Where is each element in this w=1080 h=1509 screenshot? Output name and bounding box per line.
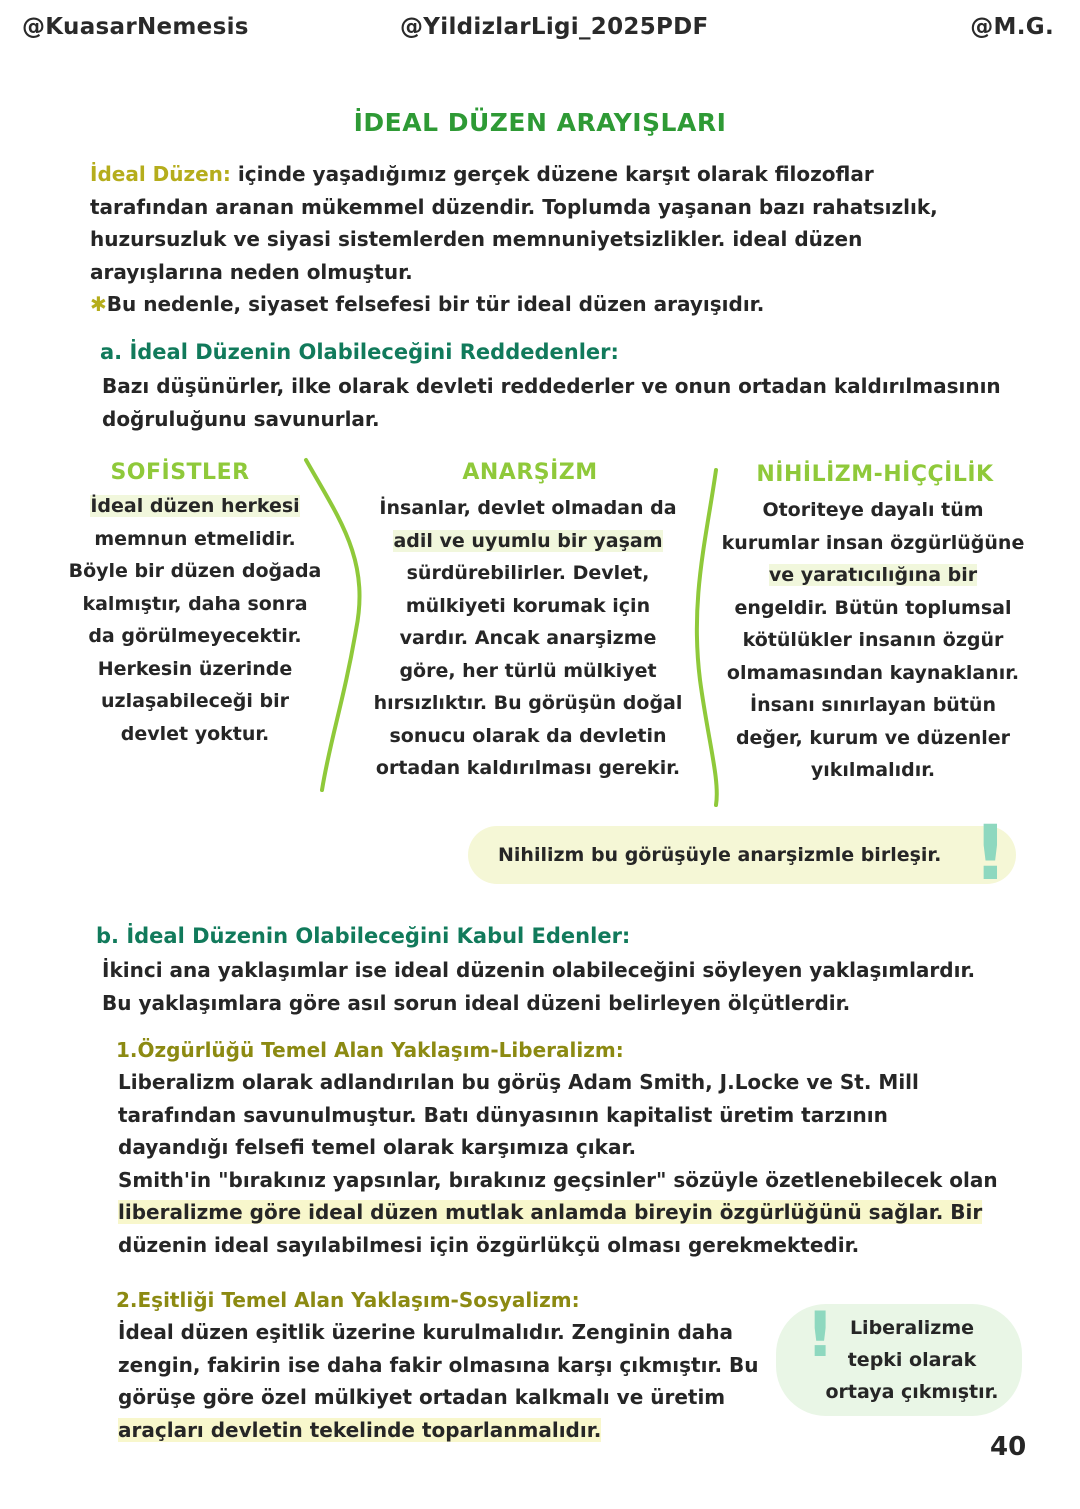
col2-line: adil ve uyumlu bir yaşam <box>393 529 663 552</box>
section-b-line-1: İkinci ana yaklaşımlar ise ideal düzenin olabileceğini söyleyen yaklaşımlardır. <box>102 958 976 982</box>
socialism-text <box>118 1316 778 1446</box>
section-b-heading: b. İdeal Düzenin Olabileceğini Kabul Edenler: <box>96 924 631 948</box>
liberalism-text <box>118 1066 1048 1261</box>
column-sofistler-heading: SOFİSTLER <box>110 460 250 485</box>
divider-left <box>306 460 360 790</box>
col1-line: uzlaşabileceği bir <box>101 690 289 712</box>
section-b-line-2: Bu yaklaşımlara göre asıl sorun ideal düzeni belirleyen ölçütlerdir. <box>102 990 851 1015</box>
col1-line: Herkesin üzerinde <box>97 657 293 680</box>
col3-line: ve yaratıcılığına bir <box>768 564 978 586</box>
col3-line: Otoriteye dayalı tüm <box>762 499 984 521</box>
header-left: @KuasarNemesis <box>22 14 249 40</box>
col2-line: vardır. Ancak anarşizme <box>399 627 657 649</box>
socialism-line-3: görüşe göre özel mülkiyet ortadan kalkmalı ve üretim <box>118 1385 726 1409</box>
col2-line: mülkiyeti korumak için <box>405 594 651 617</box>
intro-line-1: içinde yaşadığımız gerçek düzene karşıt olarak filozoflar <box>237 162 874 186</box>
section-a-heading: a. İdeal Düzenin Olabileceğini Reddedenler: <box>100 340 619 364</box>
socialism-line-1: İdeal düzen eşitlik üzerine kurulmalıdır. Zenginin daha <box>118 1320 733 1344</box>
exclamation-icon: ! <box>973 808 1008 897</box>
column-anarsizm-heading: ANARŞİZM <box>462 460 598 485</box>
col3-line: engeldir. Bütün toplumsal <box>734 596 1012 619</box>
col3-line: İnsanı sınırlayan bütün <box>750 694 996 716</box>
col2-line: ortadan kaldırılması gerekir. <box>375 757 681 779</box>
note-liberalism-text <box>812 1312 1012 1408</box>
col2-line: sürdürebilirler. Devlet, <box>406 562 650 584</box>
socialism-heading: 2.Eşitliği Temel Alan Yaklaşım-Sosyalizm: <box>116 1288 580 1312</box>
liberalism-heading: 1.Özgürlüğü Temel Alan Yaklaşım-Liberalizm: <box>116 1038 624 1062</box>
liberalism-line-6: düzenin ideal sayılabilmesi için özgürlükçü olması gerekmektedir. <box>118 1232 860 1257</box>
col2-line: hırsızlıktır. Bu görüşün doğal <box>373 692 683 714</box>
intro-bullet: Bu nedenle, siyaset felsefesi bir tür ideal düzen arayışıdır. <box>106 292 765 316</box>
note2-line-3: ortaya çıkmıştır. <box>825 1381 999 1403</box>
header-center: @YildizlarLigi_2025PDF <box>400 14 709 40</box>
divider-right <box>697 470 717 805</box>
col3-line: olmamasından kaynaklanır. <box>726 661 1020 684</box>
col3-line: değer, kurum ve düzenler <box>735 726 1011 749</box>
intro-line-4: arayışlarına neden olmuştur. <box>90 259 413 284</box>
liberalism-line-2: tarafından savunulmuştur. Batı dünyasının kapitalist üretim tarzının <box>118 1102 888 1127</box>
note2-line-2: tepki olarak <box>847 1349 977 1371</box>
col1-line: kalmıştır, daha sonra <box>82 592 308 615</box>
col1-line: da görülmeyecektir. <box>88 625 302 647</box>
col2-line: göre, her türlü mülkiyet <box>399 659 657 682</box>
intro-line-3: huzursuzluk ve siyasi sistemlerden memnuniyetsizlikler. ideal düzen <box>90 227 863 251</box>
note-nihilizm-text: Nihilizm bu görüşüyle anarşizmle birleşir. <box>498 844 942 866</box>
socialism-line-4: araçları devletin tekelinde toparlanmalıdır. <box>118 1417 602 1442</box>
col3-line: kurumlar insan özgürlüğüne <box>721 531 1025 554</box>
intro-line-2: tarafından aranan mükemmel düzendir. Toplumda yaşanan bazı rahatsızlık, <box>90 194 938 219</box>
liberalism-line-1: Liberalizm olarak adlandırılan bu görüş Adam Smith, J.Locke ve St. Mill <box>118 1070 919 1094</box>
exclamation-icon: ! <box>806 1298 835 1371</box>
page-title: İDEAL DÜZEN ARAYIŞLARI <box>353 108 727 137</box>
col1-line: devlet yoktur. <box>120 722 270 745</box>
liberalism-line-5: liberalizme göre ideal düzen mutlak anlamda bireyin özgürlüğünü sağlar. Bir <box>118 1200 983 1224</box>
column-nihilizm-heading: NİHİLİZM-HİÇÇİLİK <box>756 462 994 487</box>
section-b-text <box>102 954 1062 1019</box>
header-right: @M.G. <box>970 14 1054 40</box>
section-a-line-1: Bazı düşünürler, ilke olarak devleti reddederler ve onun ortadan kaldırılmasının <box>102 374 1001 398</box>
col3-line: kötülükler insanın özgür <box>742 629 1004 651</box>
intro-term: İdeal Düzen: <box>90 162 231 186</box>
liberalism-line-3: dayandığı felsefi temel olarak karşımıza çıkar. <box>118 1135 637 1159</box>
col3-line: yıkılmalıdır. <box>810 759 936 781</box>
liberalism-line-4: Smith'in "bırakınız yapsınlar, bırakınız geçsinler" sözüyle özetlenebilecek olan <box>118 1167 998 1192</box>
col1-line: Böyle bir düzen doğada <box>68 560 322 582</box>
col2-line: İnsanlar, devlet olmadan da <box>379 497 677 519</box>
socialism-line-2: zengin, fakirin ise daha fakir olmasına karşı çıkmıştır. Bu <box>118 1352 759 1377</box>
col2-line: sonucu olarak da devletin <box>389 724 667 747</box>
col1-line: İdeal düzen herkesi <box>90 495 300 517</box>
page-number: 40 <box>990 1432 1027 1462</box>
section-a-line-2: doğruluğunu savunurlar. <box>102 406 380 431</box>
col1-line: memnun etmelidir. <box>94 527 296 550</box>
bullet-star-icon: ✱ <box>90 292 107 316</box>
note2-line-1: Liberalizme <box>849 1317 975 1339</box>
